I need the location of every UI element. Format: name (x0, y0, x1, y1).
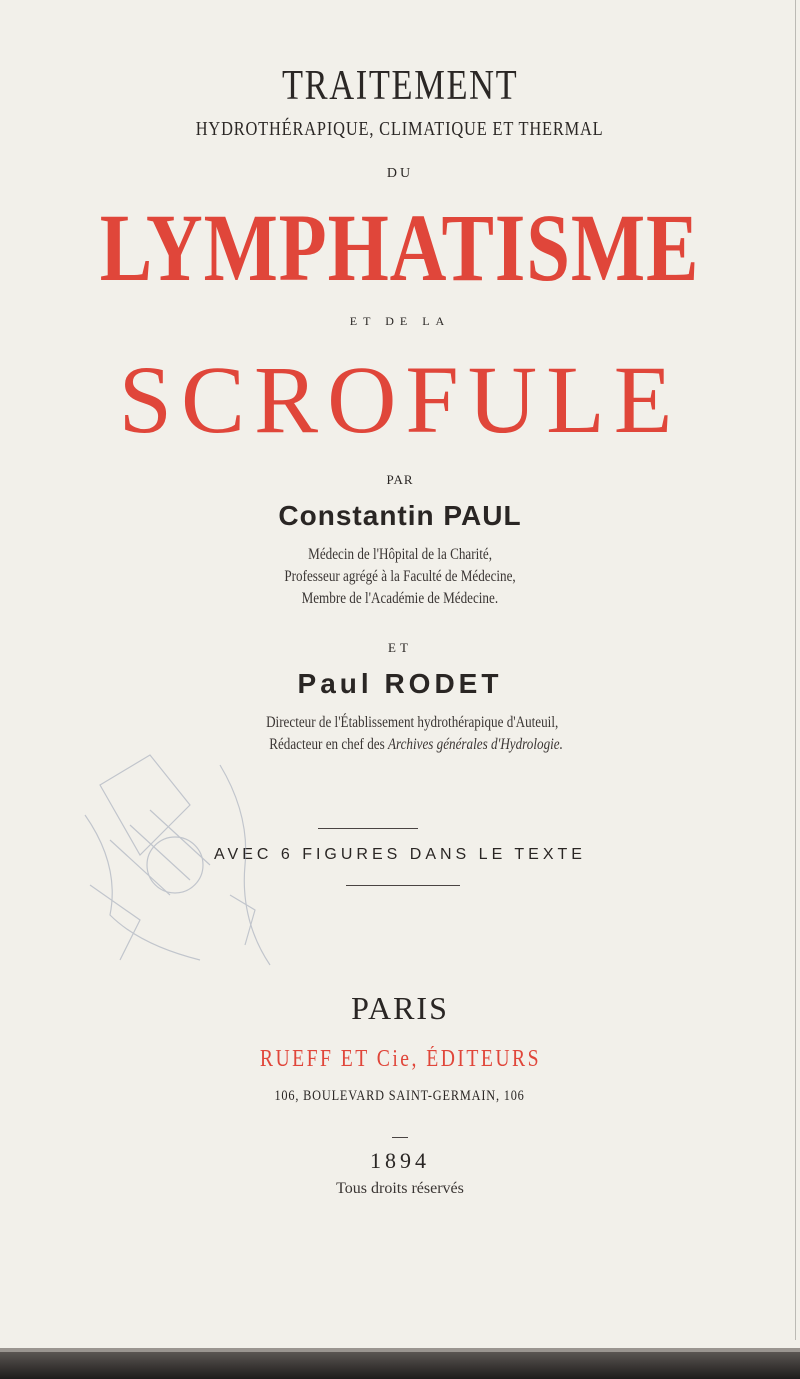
title-line-1: TRAITEMENT (281, 63, 519, 109)
title-line-2: HYDROTHÉRAPIQUE, CLIMATIQUE ET THERMAL (196, 118, 604, 140)
title-connector-et-de-la: ET DE LA (349, 314, 451, 328)
divider-rule (346, 885, 460, 886)
and-label: ET (388, 640, 412, 655)
author-name-paul: Constantin PAUL (278, 500, 522, 531)
by-label: PAR (386, 472, 414, 487)
imprint-city: PARIS (351, 990, 449, 1026)
author-credit: Professeur agrégé à la Faculté de Médecine, (284, 568, 516, 585)
author-credit: Médecin de l'Hôpital de la Charité, (308, 546, 492, 563)
imprint-year: 1894 (370, 1148, 430, 1173)
imprint-publisher: RUEFF ET Cie, ÉDITEURS (259, 1046, 541, 1072)
figures-note: AVEC 6 FIGURES DANS LE TEXTE (214, 846, 586, 863)
author-name-rodet: Paul RODET (297, 668, 503, 699)
divider-rule (392, 1137, 408, 1138)
author-credit: Membre de l'Académie de Médecine. (301, 590, 499, 607)
page-bottom-edge (0, 1352, 800, 1379)
main-title-scrofule: SCROFULE (118, 346, 682, 453)
main-title-lymphatisme: LYMPHATISME (100, 194, 700, 301)
imprint-address: 106, BOULEVARD SAINT-GERMAIN, 106 (274, 1088, 526, 1104)
divider-rule (318, 828, 418, 829)
title-connector-du: DU (386, 166, 414, 181)
library-stamp-icon (80, 745, 320, 975)
author-credit: Rédacteur en chef des Archives générales d'Hydrologie. (269, 736, 563, 753)
page-edge-line (795, 0, 796, 1340)
imprint-rights: Tous droits réservés (336, 1180, 464, 1197)
author-credit: Directeur de l'Établissement hydrothérapique d'Auteuil, (265, 714, 559, 731)
